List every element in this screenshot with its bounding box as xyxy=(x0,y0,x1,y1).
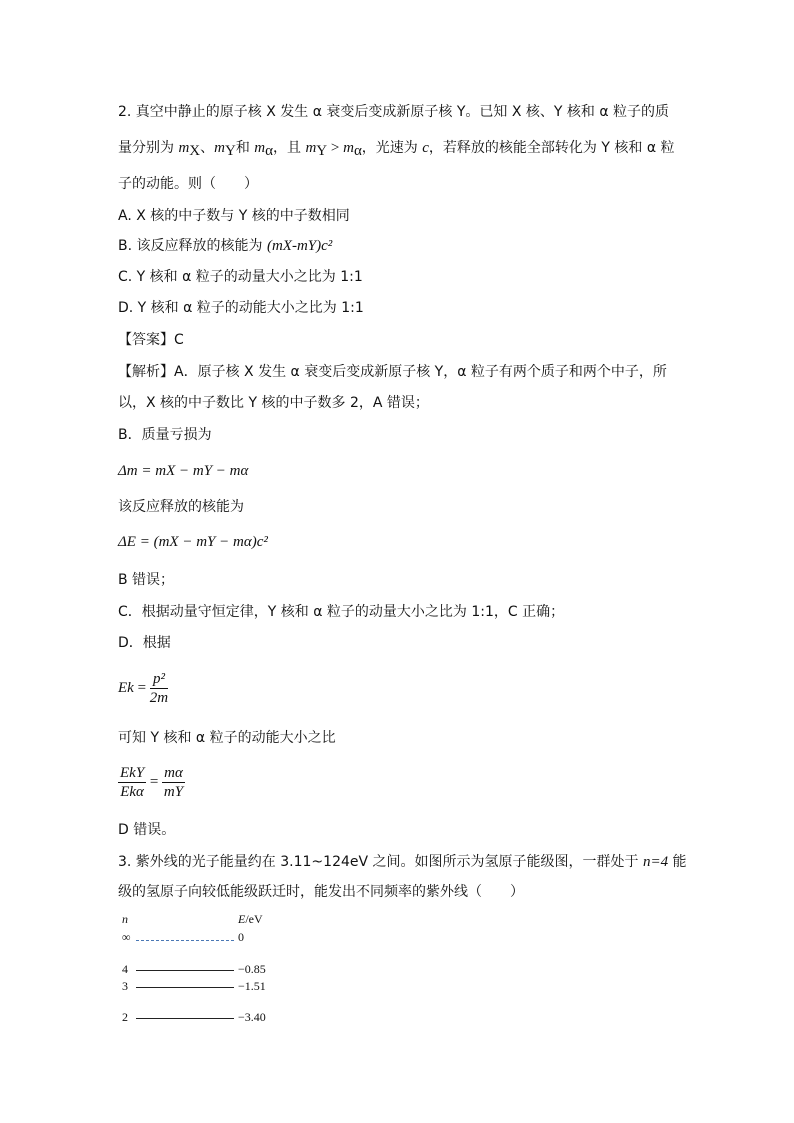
ek-fraction xyxy=(150,670,168,707)
ek-numerator: p² xyxy=(150,670,168,689)
q2-text: ，且 xyxy=(272,140,306,156)
q2-stem-line1: 2. 真空中静止的原子核 X 发生 α 衰变后变成新原子核 Y。已知 X 核、Y 核和 α 粒子的质 xyxy=(118,104,670,120)
ineq-op: > xyxy=(327,140,344,156)
level-line-4 xyxy=(136,970,234,971)
q2-answer: 【答案】C xyxy=(118,332,184,348)
ratio-rhs-den: mY xyxy=(163,784,184,801)
q2-option-d: D. Y 核和 α 粒子的动能大小之比为 1:1 xyxy=(118,300,364,316)
speed-of-light: c xyxy=(422,140,429,156)
energy-equation: ΔE = (mX − mY − mα)c² xyxy=(118,534,268,550)
level-e-infinity: 0 xyxy=(238,930,244,944)
ratio-lhs-den: Ekα xyxy=(120,784,144,801)
q3-text: 3. 紫外线的光子能量约在 3.11~124eV 之间。如图所示为氢原子能级图，一群处于 xyxy=(118,854,643,870)
ek-symbol: Ek xyxy=(118,680,134,696)
n-equals-4: n=4 xyxy=(642,854,669,870)
ek-denominator: 2m xyxy=(149,690,169,707)
q2-explanation-b: B．质量亏损为 xyxy=(118,427,212,443)
mass-alpha: m xyxy=(254,140,266,156)
ratio-rhs xyxy=(162,764,185,801)
mass-y: m xyxy=(214,140,225,156)
ineq-s2: α xyxy=(353,143,362,159)
q2-text: 和 xyxy=(235,140,255,156)
q2-explanation-c: C．根据动量守恒定律，Y 核和 α 粒子的动量大小之比为 1:1，C 正确； xyxy=(118,604,565,620)
ineq-m2: m xyxy=(343,140,354,156)
q2-text: ，光速为 xyxy=(361,140,423,156)
sub-alpha: α xyxy=(265,143,273,159)
q2-option-b xyxy=(118,236,332,256)
q2-b-wrong: B 错误； xyxy=(118,572,175,588)
mass-defect-equation: Δm = mX − mY − mα xyxy=(118,463,249,479)
option-b-formula: (mX-mY)c² xyxy=(266,238,333,254)
kinetic-energy-equation: Ek = $\frac{\text{p²}}{2m}$ xyxy=(118,671,169,707)
q3-text: 能 xyxy=(668,854,687,870)
level-n-4: 4 xyxy=(122,962,128,976)
ratio-lhs xyxy=(118,764,146,801)
q2-energy-intro: 该反应释放的核能为 xyxy=(118,499,244,515)
q2-explanation-line2: 以，X 核的中子数比 Y 核的中子数多 2，A 错误； xyxy=(118,395,429,411)
level-line-infinity xyxy=(136,940,234,941)
level-n-2: 2 xyxy=(122,1010,128,1024)
level-n-infinity: ∞ xyxy=(122,930,131,944)
q2-text: 、 xyxy=(200,140,215,156)
q2-explanation-d: D．根据 xyxy=(118,635,171,651)
level-e-3: −1.51 xyxy=(238,979,266,993)
level-e-2: −3.40 xyxy=(238,1010,266,1024)
level-e-4: −0.85 xyxy=(238,962,266,976)
q2-d-wrong: D 错误。 xyxy=(118,822,176,838)
ineq-s1: Y xyxy=(316,143,328,159)
q2-option-c: C. Y 核和 α 粒子的动量大小之比为 1:1 xyxy=(118,269,363,285)
q3-stem-line1 xyxy=(118,852,687,872)
n-axis-header: n xyxy=(122,912,128,926)
q2-text: ，若释放的核能全部转化为 Y 核和 α 粒 xyxy=(428,140,675,156)
q2-explanation-line1: 【解析】A．原子核 X 发生 α 衰变后变成新原子核 Y，α 粒子有两个质子和两个中子，所 xyxy=(118,364,667,380)
q2-option-a: A. X 核的中子数与 Y 核的中子数相同 xyxy=(118,208,350,224)
ratio-equation: $\frac{\text{EkY}}{\text{Ekα}}$ = $\frac{m\alpha}{mY}$ xyxy=(120,765,184,801)
mass-x: m xyxy=(178,140,190,156)
ratio-lhs-num: EkY xyxy=(120,765,145,782)
sub-y: Y xyxy=(224,143,236,159)
q3-stem-line2: 级的氢原子向较低能级跃迁时，能发出不同频率的紫外线（ ） xyxy=(118,884,524,900)
q2-stem-line3: 子的动能。则（ ） xyxy=(118,176,258,192)
level-n-3: 3 xyxy=(122,979,128,993)
energy-axis-header: E/eV xyxy=(238,912,263,926)
level-line-2 xyxy=(136,1018,234,1019)
q2-text: 量分别为 xyxy=(118,140,179,156)
energy-level-diagram xyxy=(118,912,318,1032)
option-b-text: B. 该反应释放的核能为 xyxy=(118,238,267,254)
level-line-3 xyxy=(136,987,234,988)
ratio-intro: 可知 Y 核和 α 粒子的动能大小之比 xyxy=(118,730,336,746)
ineq-m1: m xyxy=(305,140,317,156)
sub-x: X xyxy=(189,143,201,159)
q2-stem-line2 xyxy=(118,138,675,161)
ratio-rhs-num: mα xyxy=(164,765,183,782)
